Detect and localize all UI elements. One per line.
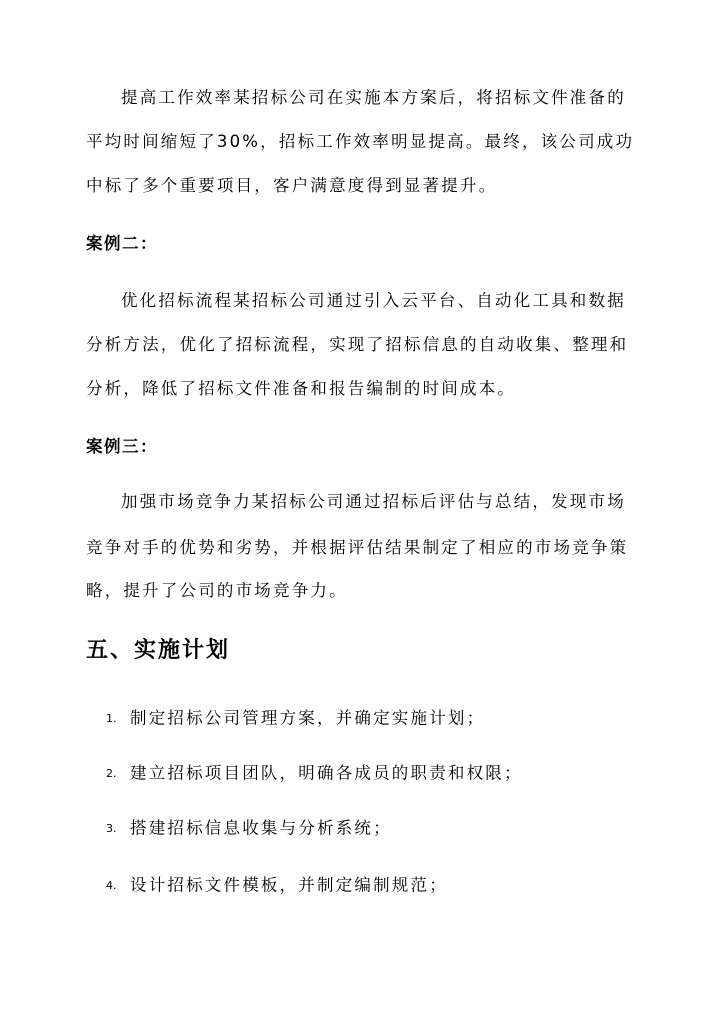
list-item: [106, 874, 448, 897]
list-item: [106, 762, 523, 785]
case-2-line-2: 分析方法，优化了招标流程，实现了招标信息的自动收集、整理和: [86, 335, 629, 354]
list-item-number: 4.: [106, 878, 117, 892]
list-item-number: 1.: [106, 711, 117, 725]
list-item-text: 建立招标项目团队，明确各成员的职责和权限；: [130, 763, 523, 783]
section-5-heading: 五、实施计划: [86, 638, 231, 663]
list-item: [106, 817, 392, 840]
case-3-line-1: 加强市场竞争力某招标公司通过招标后评估与总结，发现市场: [121, 492, 626, 511]
list-item-text: 制定招标公司管理方案，并确定实施计划；: [130, 708, 486, 728]
list-item-text: 搭建招标信息收集与分析系统；: [130, 818, 392, 838]
paragraph-1-line-3: 中标了多个重要项目，客户满意度得到显著提升。: [86, 176, 498, 195]
case-3-line-3: 略，提升了公司的市场竞争力。: [86, 581, 348, 600]
case-3-line-2: 竞争对手的优势和劣势，并根据评估结果制定了相应的市场竞争策: [86, 538, 629, 557]
case-2-heading: 案例二：: [86, 234, 158, 253]
list-item: [106, 707, 485, 730]
list-item-text: 设计招标文件模板，并制定编制规范；: [130, 875, 448, 895]
case-2-line-1: 优化招标流程某招标公司通过引入云平台、自动化工具和数据: [121, 291, 626, 310]
list-item-number: 3.: [106, 821, 117, 835]
paragraph-1-line-1: 提高工作效率某招标公司在实施本方案后，将招标文件准备的: [121, 88, 626, 107]
case-3-heading: 案例三：: [86, 437, 158, 456]
paragraph-1-line-2: 平均时间缩短了30%，招标工作效率明显提高。最终，该公司成功: [86, 132, 635, 151]
list-item-number: 2.: [106, 766, 117, 780]
case-2-line-3: 分析，降低了招标文件准备和报告编制的时间成本。: [86, 379, 517, 398]
